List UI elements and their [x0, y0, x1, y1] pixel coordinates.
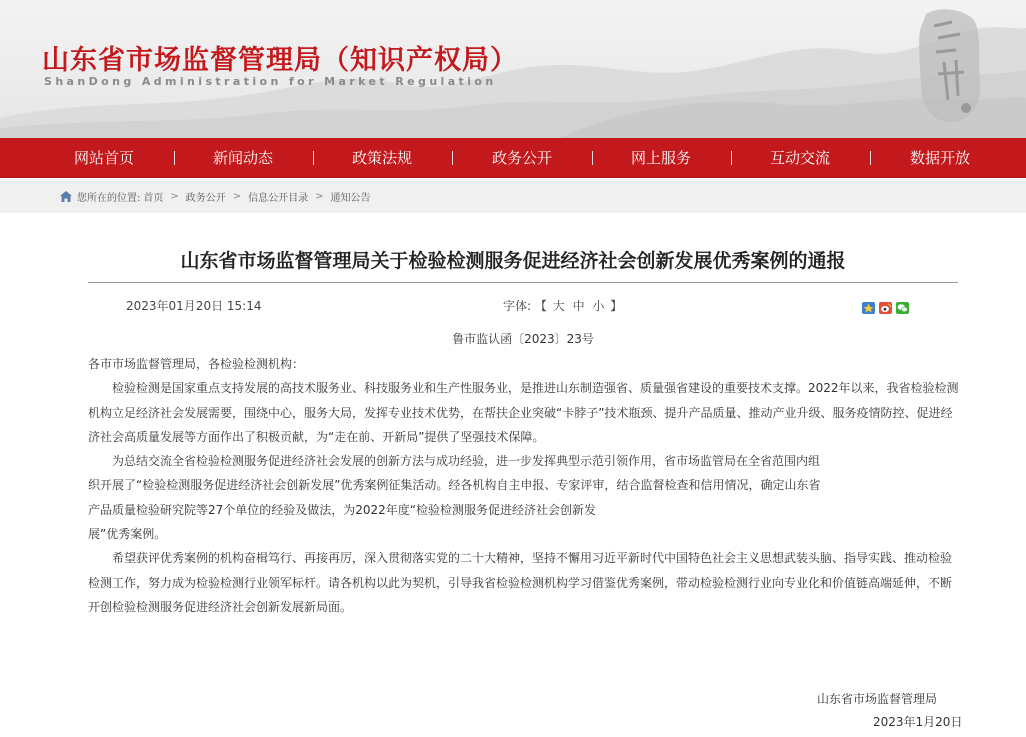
- nav-open-data[interactable]: 数据开放: [909, 149, 970, 167]
- home-icon: [60, 191, 72, 202]
- signature-date: 2023年1月20日: [873, 715, 963, 729]
- font-size-bracket-close: 】: [610, 299, 623, 313]
- breadcrumb-notices[interactable]: 通知公告: [330, 193, 371, 204]
- salutation: 各市市场监督管理局，各检验检测机构：: [88, 357, 305, 371]
- site-header: [0, 0, 1026, 138]
- article-title: 山东省市场监督管理局关于检验检测服务促进经济社会创新发展优秀案例的通报: [180, 250, 846, 272]
- breadcrumb-separator: >: [170, 191, 179, 202]
- font-size-large[interactable]: 大: [552, 299, 565, 313]
- document-number: 鲁市监认函〔2023〕23号: [452, 332, 594, 346]
- font-size-medium[interactable]: 中: [572, 299, 585, 313]
- font-size-small[interactable]: 小: [592, 299, 605, 313]
- publish-datetime: 2023年01月20日 15:14: [126, 299, 262, 313]
- paragraph-3: 希望获评优秀案例的机构奋楫笃行、再接再厉，深入贯彻落实党的二十大精神，坚持不懈用习近平新时代中国特色社会主义思想武装头脑、指导实践、推动检验检测工作，努力成为检验检测行业领军标杆。请各机构以此为契机，引导我省检验检测机构学习借鉴优秀案例，带动检验检测行业向专业化和价值链高端延伸，不断开创检验检测服务促进经济社会创新发展新局面。: [88, 551, 953, 614]
- breadcrumb-separator: >: [232, 191, 242, 202]
- nav-separator: [731, 151, 732, 165]
- qzone-icon[interactable]: [862, 299, 875, 311]
- article-body: [88, 352, 960, 619]
- nav-separator: [592, 151, 593, 165]
- nav-news[interactable]: 新闻动态: [212, 149, 273, 167]
- main-navigation: [0, 138, 1026, 178]
- breadcrumb-bar: [0, 179, 1026, 213]
- share-buttons: [862, 299, 909, 311]
- nav-policies[interactable]: 政策法规: [351, 149, 412, 167]
- nav-online-services[interactable]: 网上服务: [630, 149, 691, 167]
- breadcrumb-prefix: 您所在的位置:: [77, 193, 141, 204]
- nav-separator: [313, 151, 314, 165]
- breadcrumb: [60, 189, 371, 204]
- breadcrumb-home[interactable]: 首页: [143, 193, 164, 204]
- font-size-control: [503, 297, 622, 314]
- breadcrumb-info-catalog[interactable]: 信息公开目录: [248, 193, 309, 204]
- title-divider: [88, 282, 958, 283]
- nav-separator: [174, 151, 175, 165]
- weibo-icon[interactable]: [879, 299, 892, 311]
- nav-separator: [870, 151, 871, 165]
- signature-organization: 山东省市场监督管理局: [817, 692, 938, 706]
- breadcrumb-government-affairs[interactable]: 政务公开: [185, 193, 226, 204]
- font-size-bracket-open: 【: [534, 299, 547, 313]
- nav-separator: [452, 151, 453, 165]
- site-subtitle: ShanDong Administration for Market Regulation: [44, 75, 497, 88]
- paragraph-2: 为总结交流全省检验检测服务促进经济社会发展的创新方法与成功经验，进一步发挥典型示范引领作用，省市场监管局在全省范围内组织开展了“检验检测服务促进经济社会创新发展”优秀案例征集活动。经各机构自主申报、专家评审，结合监督检查和信用情况，确定山东省产品质量检验研究院等27个单位的经验及做法，为2022年度“检验检测服务促进经济社会创新发: [88, 454, 821, 517]
- paragraph-1: 检验检测是国家重点支持发展的高技术服务业、科技服务业和生产性服务业，是推进山东制造强省、质量强省建设的重要技术支撑。2022年以来，我省检验检测机构立足经济社会发展需要，围绕中心，服务大局，发挥专业技术优势，在帮扶企业突破“卡脖子”技术瓶颈、提升产品质量、推动产业升级、服务疫情防控、促进经济社会高质量发展等方面作出了积极贡献，为“走在前、开新局”提供了坚强技术保障。: [88, 381, 959, 444]
- calligraphy-seal-emblem: [908, 4, 988, 126]
- wechat-icon[interactable]: [896, 299, 909, 311]
- site-title[interactable]: 山东省市场监督管理局（知识产权局）: [42, 45, 518, 76]
- nav-home[interactable]: 网站首页: [73, 149, 134, 167]
- breadcrumb-separator: >: [315, 191, 324, 202]
- font-size-label: 字体:: [503, 299, 532, 313]
- paragraph-2-continuation: 展”优秀案例。: [88, 527, 167, 542]
- nav-government-affairs[interactable]: 政务公开: [491, 149, 552, 167]
- nav-interaction[interactable]: 互动交流: [769, 149, 830, 167]
